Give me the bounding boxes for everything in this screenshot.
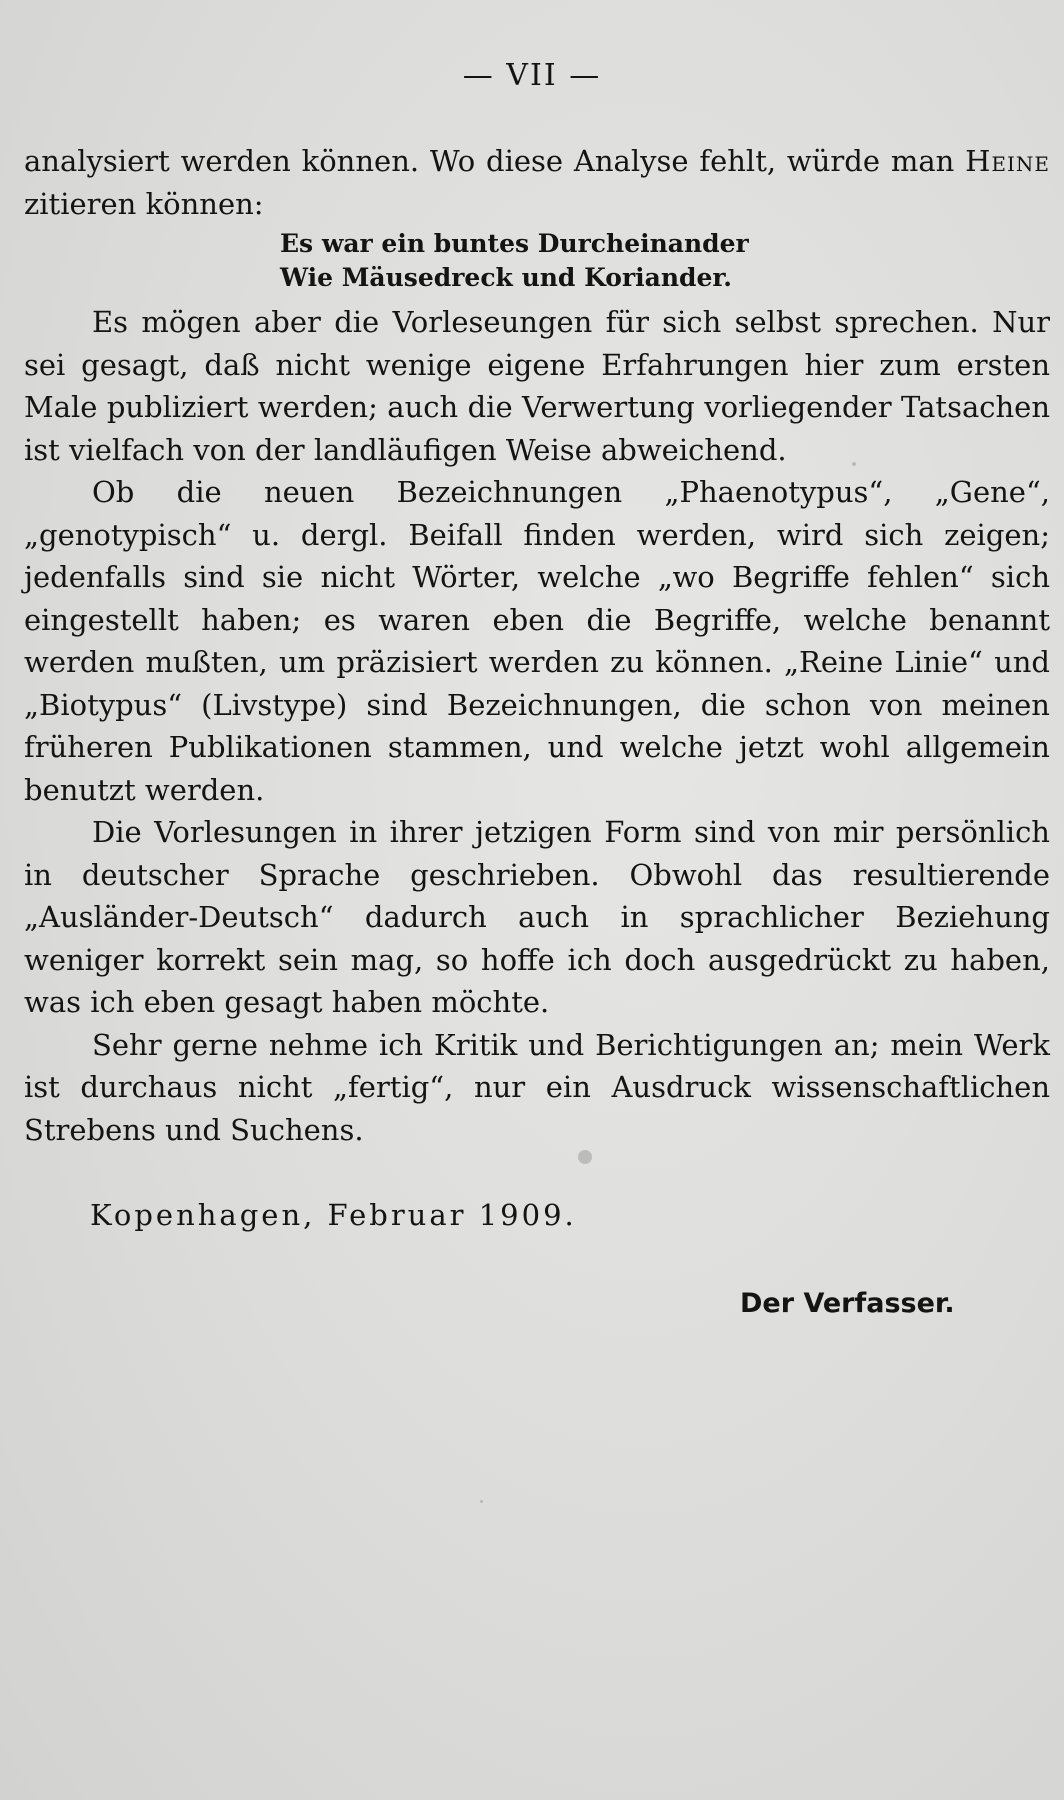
intro-text-end: zitieren können: xyxy=(24,186,264,221)
paper-speck xyxy=(480,1500,483,1503)
verse-line: Es war ein buntes Durcheinander xyxy=(280,229,749,258)
body-text xyxy=(24,140,1050,1151)
verse-quote xyxy=(280,227,1050,295)
quoted-author-name: Heine xyxy=(965,144,1050,178)
place-date: Kopenhagen, Februar 1909. xyxy=(90,1198,577,1232)
paragraph: Ob die neuen Bezeichnungen „Phaenotypus“, „Gene“, „genotypisch“ u. dergl. Beifall finden werden, wird sich zeigen; jedenfalls sind sie nicht Wörter, welche „wo Begriffe fehlen“ sich eingestellt haben; es waren eben die Begriffe, welche benannt werden mußten, um präzisiert werden zu können. „Reine Linie“ und „Biotypus“ (Livstype) sind Bezeichnungen, die schon von meinen früheren Publikationen stammen, und welche jetzt wohl allgemein benutzt werden. xyxy=(24,475,1050,807)
page-number: — VII — xyxy=(462,58,602,93)
paragraph: Sehr gerne nehme ich Kritik und Berichtigungen an; mein Werk ist durchaus nicht „fertig“, nur ein Ausdruck wissenschaftlichen Strebens und Suchens. xyxy=(24,1027,1050,1147)
paper-speck xyxy=(852,462,856,466)
paragraph-intro xyxy=(24,140,1050,225)
verse-line: Wie Mäusedreck und Koriander. xyxy=(280,263,732,292)
paragraph: Die Vorlesungen in ihrer jetzigen Form sind von mir persönlich in deutscher Sprache geschrieben. Obwohl das resultierende „Ausländer-Deutsch“ dadurch auch in sprachlicher Beziehung weniger korrekt sein mag, so hoffe ich doch ausgedrückt zu haben, was ich eben gesagt haben möchte. xyxy=(24,815,1050,1019)
intro-text-start: analysiert werden können. Wo diese Analyse fehlt, würde man xyxy=(24,144,966,178)
signature: Der Verfasser. xyxy=(740,1288,955,1319)
paper-speck xyxy=(578,1150,592,1164)
paragraph: Es mögen aber die Vorleseungen für sich selbst sprechen. Nur sei gesagt, daß nicht wenige eigene Erfahrungen hier zum ersten Male publiziert werden; auch die Verwertung vorliegender Tatsachen ist vielfach von der landläufigen Weise abweichend. xyxy=(24,305,1050,467)
